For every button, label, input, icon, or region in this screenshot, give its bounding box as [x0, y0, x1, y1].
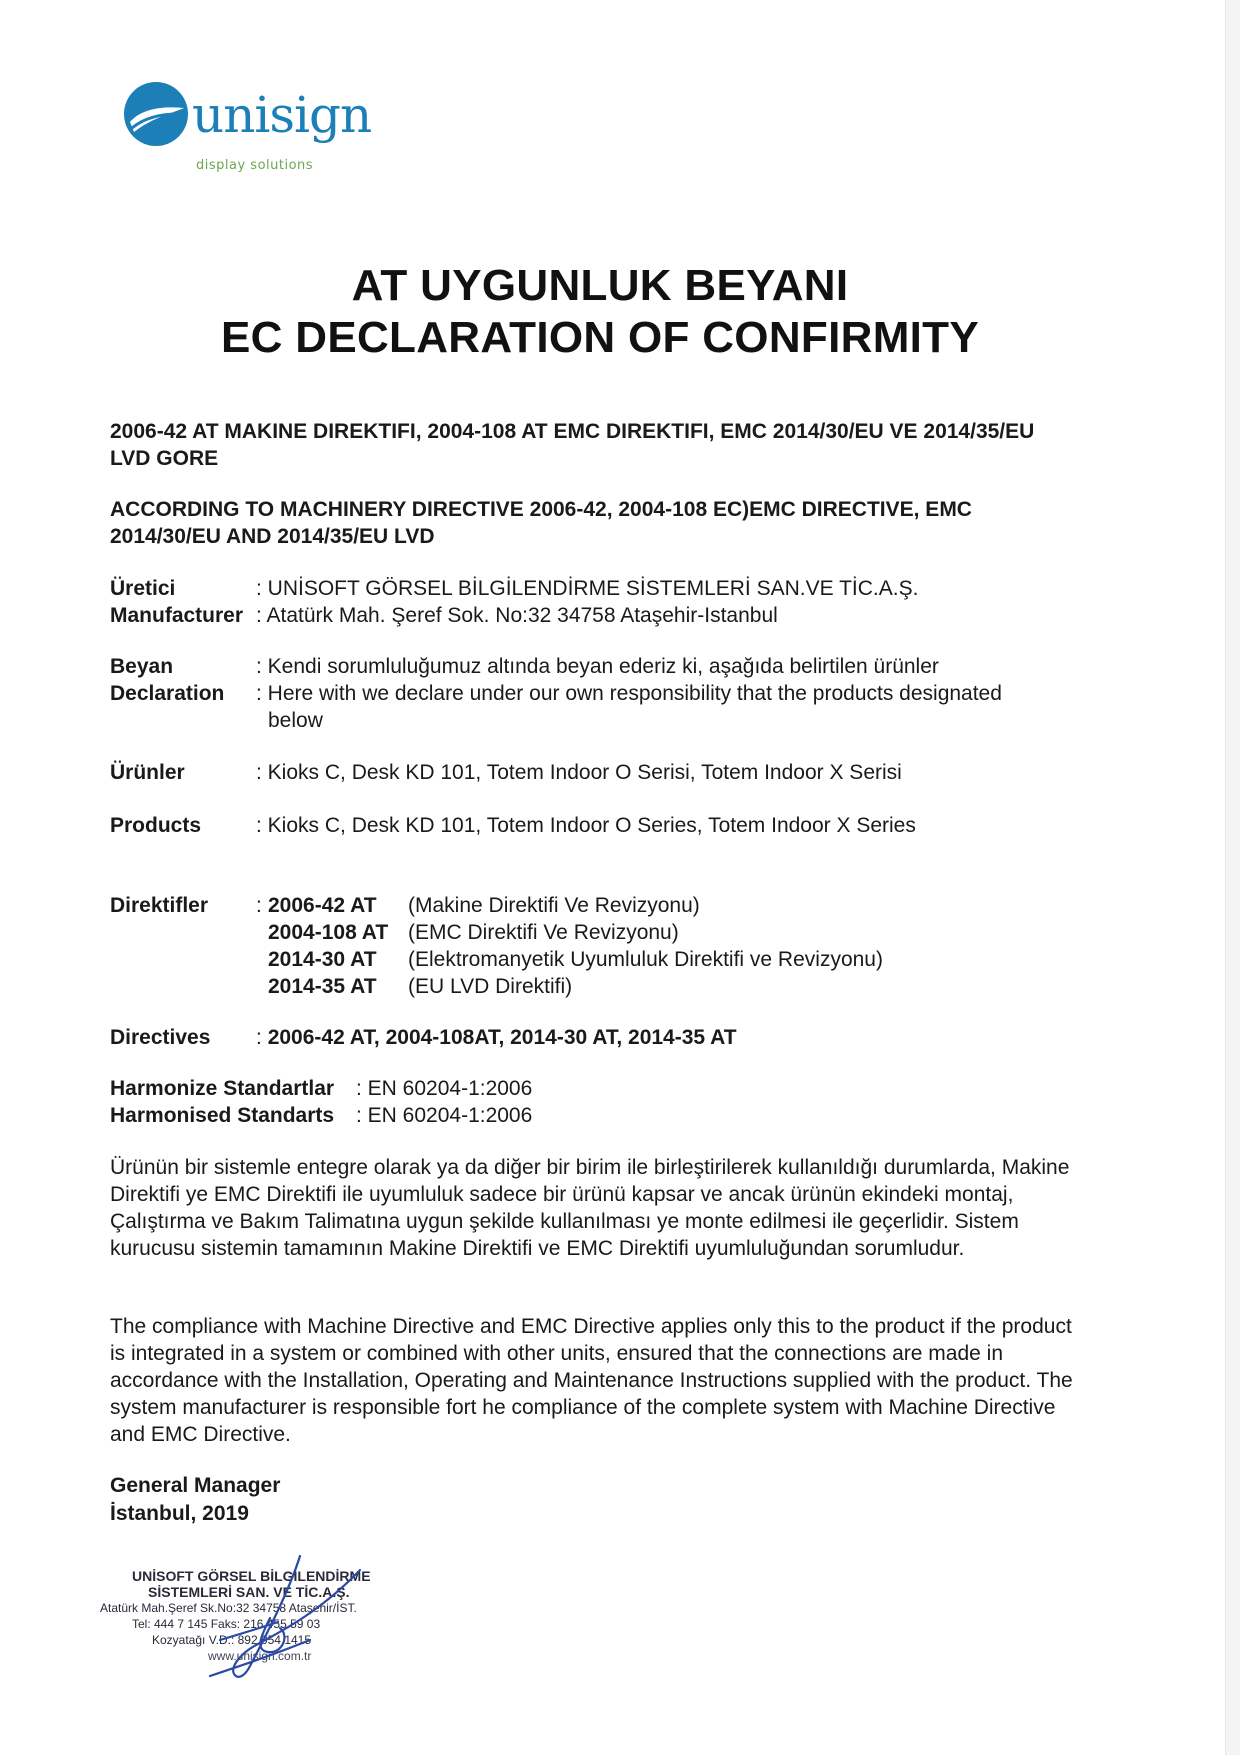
declaration-label-tr: Beyan [110, 655, 174, 678]
standards-value-tr: : EN 60204-1:2006 [356, 1077, 533, 1100]
handwritten-signature-icon [150, 1548, 380, 1688]
manufacturer-section [110, 575, 1080, 635]
stamp-line-3: Atatürk Mah.Şeref Sk.No:32 34758 Ataşehir/İST. [100, 1601, 357, 1615]
title-turkish: AT UYGUNLUK BEYANI [351, 261, 849, 310]
directive-heading-en: ACCORDING TO MACHINERY DIRECTIVE 2006-42, 2004-108 EC)EMC DIRECTIVE, EMC 2014/30/EU AND 2014/35/EU LVD [110, 498, 972, 548]
products-value-en: : Kioks C, Desk KD 101, Totem Indoor O Series, Totem Indoor X Series [256, 814, 916, 837]
standards-section [110, 1075, 1080, 1135]
directive-item [268, 919, 883, 946]
signatory-block [110, 1472, 280, 1528]
directives-tr-section [110, 892, 1080, 1002]
directive-code: 2006-42 AT [268, 894, 377, 917]
directive-code: 2004-108 AT [268, 921, 389, 944]
manufacturer-label-tr: Üretici [110, 577, 176, 600]
directive-item [268, 973, 883, 1000]
directives-label-tr: Direktifler [110, 894, 209, 917]
manufacturer-label-en: Manufacturer [110, 604, 244, 627]
compliance-paragraph-tr: Ürünün bir sistemle entegre olarak ya da diğer bir birim ile birleştirilerek kullanıldığı durumlarda, Makine Direktifi ye EMC Direktifi ile uyumluluk sadece bir ürünü kapsar ve ancak ürünün ekindeki montaj, Çalıştırma ve Bakım Talimatına uygun şekilde kullanılması ye monte edilmesi ile geçerlidir. Sistem kurucusu sistemin tamamının Makine Direktifi ve EMC Direktifi uyumluluğundan sorumludur. [110, 1156, 1070, 1260]
stamp-line-4: Tel: 444 7 145 Faks: 216 455 59 03 [132, 1617, 321, 1631]
page-edge [1225, 0, 1240, 1755]
directive-item [268, 892, 883, 919]
logo-swoosh-icon [120, 78, 192, 150]
standards-label-en: Harmonised Standarts [110, 1104, 335, 1127]
directive-code: 2014-30 AT [268, 948, 377, 971]
products-label-en: Products [110, 814, 202, 837]
logo-tagline: display solutions [196, 158, 314, 173]
directives-colon: : [256, 894, 262, 917]
title-english: EC DECLARATION OF CONFIRMITY [221, 313, 979, 362]
directive-item [268, 946, 883, 973]
standards-value-en: : EN 60204-1:2006 [356, 1104, 533, 1127]
stamp-line-2: SİSTEMLERİ SAN. VE TİC.A.Ş. [148, 1584, 350, 1600]
stamp-line-6: www.unisign.com.tr [208, 1649, 312, 1663]
directives-en-section [110, 1024, 1080, 1054]
directive-desc: (Elektromanyetik Uyumluluk Direktifi ve Revizyonu) [408, 948, 883, 971]
company-logo [120, 72, 380, 182]
declaration-text-en: : Here with we declare under our own responsibility that the products designated [256, 682, 1002, 705]
directives-en-value-wrap [256, 1024, 737, 1051]
manufacturer-name: : UNİSOFT GÖRSEL BİLGİLENDİRME SİSTEMLERİ SAN.VE TİC.A.Ş. [256, 577, 919, 600]
directive-desc: (Makine Direktifi Ve Revizyonu) [408, 894, 700, 917]
manufacturer-address: : Atatürk Mah. Şeref Sok. No:32 34758 Ataşehir-Istanbul [256, 604, 778, 627]
directive-heading-tr: 2006-42 AT MAKINE DIREKTIFI, 2004-108 AT EMC DIREKTIFI, EMC 2014/30/EU VE 2014/35/EU LVD GORE [110, 420, 1035, 470]
signatory-place-date: İstanbul, 2019 [110, 1502, 249, 1525]
products-section [110, 759, 1080, 839]
directive-list [268, 892, 883, 1000]
directives-en-value: 2006-42 AT, 2004-108AT, 2014-30 AT, 2014-35 AT [267, 1026, 737, 1049]
directive-code: 2014-35 AT [268, 975, 377, 998]
stamp-line-5: Kozyatağı V.D.: 892 054 1415 [152, 1633, 312, 1647]
directive-desc: (EMC Direktifi Ve Revizyonu) [408, 921, 679, 944]
compliance-paragraph-en: The compliance with Machine Directive and EMC Directive applies only this to the product if the product is integrated in a system or combined with other units, ensured that the connections are made in accordance with the Installation, Operating and Maintenance Instructions supplied with the product. The system manufacturer is responsible fort he compliance of the complete system with Machine Directive and EMC Directive. [110, 1315, 1073, 1446]
declaration-text-tr: : Kendi sorumluluğumuz altında beyan ederiz ki, aşağıda belirtilen ürünler [256, 655, 939, 678]
declaration-label-en: Declaration [110, 682, 225, 705]
products-label-tr: Ürünler [110, 761, 185, 784]
logo-wordmark: unisign [192, 86, 372, 144]
signatory-title: General Manager [110, 1474, 281, 1497]
standards-label-tr: Harmonize Standartlar [110, 1077, 335, 1100]
products-value-tr: : Kioks C, Desk KD 101, Totem Indoor O Serisi, Totem Indoor X Serisi [256, 761, 902, 784]
directive-desc: (EU LVD Direktifi) [408, 975, 573, 998]
directives-label-en: Directives [110, 1026, 211, 1049]
declaration-section [110, 653, 1080, 737]
stamp-line-1: UNİSOFT GÖRSEL BİLGİLENDİRME [132, 1568, 371, 1584]
declaration-text-en-cont: below [268, 709, 323, 732]
directives-en-colon: : [256, 1026, 262, 1049]
